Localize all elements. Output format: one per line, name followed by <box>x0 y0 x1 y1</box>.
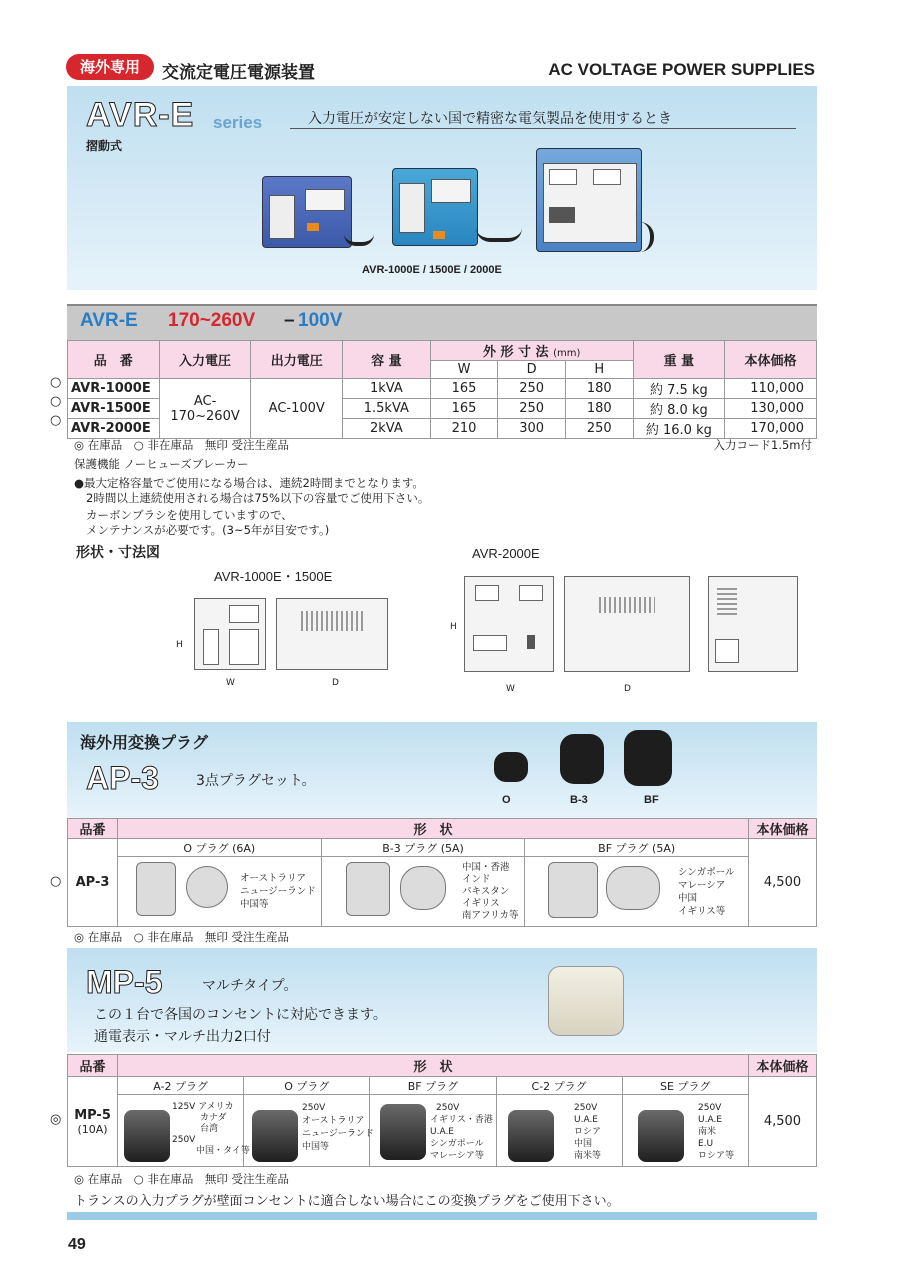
input-voltage: AC-170~260V <box>159 379 251 439</box>
cord-note: 入力コード1.5m付 <box>713 438 812 452</box>
large-rear-drawing <box>708 576 798 672</box>
col-part: 品 番 <box>68 341 160 379</box>
mp5-subtitle: マルチタイプ。 <box>202 978 298 994</box>
plug-name: B-3 プラグ (5A) <box>321 839 525 857</box>
dim-h-label: H <box>176 640 183 650</box>
plug-a2-info: 125V アメリカ カナダ 台湾 250V 中国・タイ等 <box>172 1102 250 1156</box>
plug-o-photo <box>494 752 528 782</box>
col-h: H <box>565 361 633 379</box>
price: 110,000 <box>725 379 817 399</box>
avr-1000e-photo <box>262 176 352 248</box>
page-number: 49 <box>68 1236 86 1253</box>
weight: 約 16.0 kg <box>633 419 724 439</box>
col-shape: 形 状 <box>118 1055 749 1077</box>
drawing-title: 形状・寸法図 <box>76 545 160 561</box>
large-front-drawing <box>464 576 554 672</box>
col-w: W <box>430 361 498 379</box>
avr-photo-caption: AVR-1000E / 1500E / 2000E <box>362 264 502 276</box>
mp5-desc: 通電表示・マルチ出力2口付 <box>94 1029 271 1045</box>
spec-title-dash: – <box>284 310 295 331</box>
avr-type: 摺動式 <box>86 139 123 153</box>
stock-mark: ○ <box>50 874 62 889</box>
plug-label: BF <box>644 794 659 806</box>
plug-b3-illustration <box>346 862 390 916</box>
col-output: 出力電圧 <box>251 341 343 379</box>
plug-name: O プラグ (6A) <box>117 839 321 857</box>
plug-name: O プラグ <box>244 1077 370 1095</box>
part-number: AVR-1500E <box>68 399 160 419</box>
dim-w: 165 <box>430 399 498 419</box>
page-title-en: AC VOLTAGE POWER SUPPLIES <box>548 60 815 79</box>
spec-title-input: 170~260V <box>168 310 256 331</box>
plug-se-illustration <box>638 1110 684 1162</box>
col-capacity: 容 量 <box>343 341 431 379</box>
capacity: 2kVA <box>343 419 431 439</box>
ap3-subtitle: 3点プラグセット。 <box>196 773 316 789</box>
dim-d: 300 <box>498 419 566 439</box>
protection-note: 保護機能 ノーヒューズブレーカー <box>74 457 249 471</box>
dim-h: 250 <box>565 419 633 439</box>
plug-label: B-3 <box>570 794 588 806</box>
plug-c2-illustration <box>508 1110 554 1162</box>
plug-o-illustration <box>136 862 176 916</box>
plug-a2-illustration <box>124 1110 170 1162</box>
plug-name: SE プラグ <box>622 1077 748 1095</box>
weight: 約 8.0 kg <box>633 399 724 419</box>
stock-legend: ◎ 在庫品 ○ 非在庫品 無印 受注生産品 <box>74 1172 290 1186</box>
ap3-section-title: 海外用変換プラグ <box>80 733 209 752</box>
col-price: 本体価格 <box>749 819 817 839</box>
part-number: AVR-1000E <box>68 379 160 399</box>
drawing-label-large: AVR-2000E <box>472 546 540 561</box>
spec-title-model: AVR-E <box>80 310 138 331</box>
dim-d-label: D <box>332 678 339 688</box>
avr-1500e-photo <box>392 168 478 246</box>
maintenance-note: メンテナンスが必要です。(3~5年が目安です。) <box>86 523 330 537</box>
dim-d: 250 <box>498 379 566 399</box>
col-shape: 形 状 <box>117 819 748 839</box>
dim-w-label: W <box>226 678 235 688</box>
avr-model-title: AVR-E <box>86 96 195 134</box>
usage-note: 2時間以上連続使用される場合は75%以下の容量でご使用下さい。 <box>86 491 430 505</box>
col-part: 品番 <box>68 819 118 839</box>
power-cord-icon <box>476 228 522 242</box>
plug-o-info: 250V オーストラリア ニュージーランド 中国等 <box>302 1103 374 1152</box>
plug-name: A-2 プラグ <box>118 1077 244 1095</box>
stock-legend: ◎ 在庫品 ○ 非在庫品 無印 受注生産品 <box>74 438 290 452</box>
plug-c2-info: 250V U.A.E ロシア 中国 南米等 <box>574 1103 602 1161</box>
tagline-rule <box>290 128 796 129</box>
output-voltage: AC-100V <box>251 379 343 439</box>
col-weight: 重 量 <box>633 341 724 379</box>
plug-bf-countries: シンガポール マレーシア 中国 イギリス等 <box>678 867 735 917</box>
part-number: AVR-2000E <box>68 419 160 439</box>
dim-w: 165 <box>430 379 498 399</box>
stock-mark: ○ <box>50 394 62 409</box>
capacity: 1kVA <box>343 379 431 399</box>
plug-bf-illustration <box>548 862 598 918</box>
small-side-drawing <box>276 598 388 670</box>
large-side-drawing <box>564 576 690 672</box>
plug-se-info: 250V U.A.E 南米 E.U ロシア等 <box>698 1103 735 1161</box>
price: 130,000 <box>725 399 817 419</box>
maintenance-note: カーボンブラシを使用していますので、 <box>86 508 293 522</box>
table-row <box>68 379 817 399</box>
dim-d: 250 <box>498 399 566 419</box>
weight: 約 7.5 kg <box>633 379 724 399</box>
col-price: 本体価格 <box>725 341 817 379</box>
drawing-label-small: AVR-1000E・1500E <box>214 569 333 584</box>
plug-b3-countries: 中国・香港 インド パキスタン イギリス 南アフリカ等 <box>462 862 519 921</box>
dim-h: 180 <box>565 379 633 399</box>
avr-series-label: series <box>213 113 263 132</box>
usage-note: ●最大定格容量でご使用になる場合は、連続2時間までとなります。 <box>74 476 424 490</box>
small-front-drawing <box>194 598 266 670</box>
col-d: D <box>498 361 566 379</box>
plug-name: C-2 プラグ <box>496 1077 622 1095</box>
page-title-jp: 交流定電圧電源装置 <box>162 63 315 83</box>
ap3-model-title: AP-3 <box>86 760 159 796</box>
mp5-photo <box>548 966 624 1036</box>
power-cord-icon <box>618 222 654 252</box>
plug-name: BF プラグ <box>370 1077 496 1095</box>
mp5-model-title: MP-5 <box>86 964 163 1000</box>
overseas-badge: 海外専用 <box>66 54 154 80</box>
col-dims: 外 形 寸 法 (mm) <box>430 341 633 361</box>
dim-h: 180 <box>565 399 633 419</box>
dim-w: 210 <box>430 419 498 439</box>
plug-o-illustration <box>252 1110 298 1162</box>
plug-label: O <box>502 794 511 806</box>
part-number: AP-3 <box>68 839 118 927</box>
dim-w-label: W <box>506 684 515 694</box>
plug-bf-photo <box>624 730 672 786</box>
bottom-rule <box>67 1212 817 1220</box>
dim-h-label: H <box>450 622 457 632</box>
avr-tagline: 入力電圧が安定しない国で精密な電気製品を使用するとき <box>308 111 672 127</box>
plug-o-socket-illustration <box>186 866 228 908</box>
price: 4,500 <box>749 839 817 927</box>
plug-b3-socket-illustration <box>400 866 446 910</box>
plug-b3-photo <box>560 734 604 784</box>
part-cell: MP-5 (10A) <box>68 1077 118 1167</box>
stock-mark: ○ <box>50 413 62 428</box>
capacity: 1.5kVA <box>343 399 431 419</box>
plug-o-countries: オーストラリア ニュージーランド 中国等 <box>240 873 316 910</box>
plug-bf-info: 250V イギリス・香港 U.A.E シンガポール マレーシア等 <box>430 1103 493 1161</box>
price: 170,000 <box>725 419 817 439</box>
plug-bf-illustration <box>380 1104 426 1160</box>
price: 4,500 <box>748 1077 816 1167</box>
stock-legend: ◎ 在庫品 ○ 非在庫品 無印 受注生産品 <box>74 930 290 944</box>
spec-title-output: 100V <box>298 310 343 331</box>
col-price: 本体価格 <box>748 1055 816 1077</box>
stock-mark: ○ <box>50 375 62 390</box>
mp5-desc: この１台で各国のコンセントに対応できます。 <box>94 1007 387 1023</box>
footer-note: トランスの入力プラグが壁面コンセントに適合しない場合にこの変換プラグをご使用下さい。 <box>74 1194 620 1209</box>
stock-mark: ◎ <box>50 1112 62 1127</box>
avr-spec-table <box>67 340 817 439</box>
plug-name: BF プラグ (5A) <box>525 839 749 857</box>
col-part: 品番 <box>68 1055 118 1077</box>
dim-d-label: D <box>624 684 631 694</box>
col-input: 入力電圧 <box>159 341 251 379</box>
plug-bf-socket-illustration <box>606 866 660 910</box>
